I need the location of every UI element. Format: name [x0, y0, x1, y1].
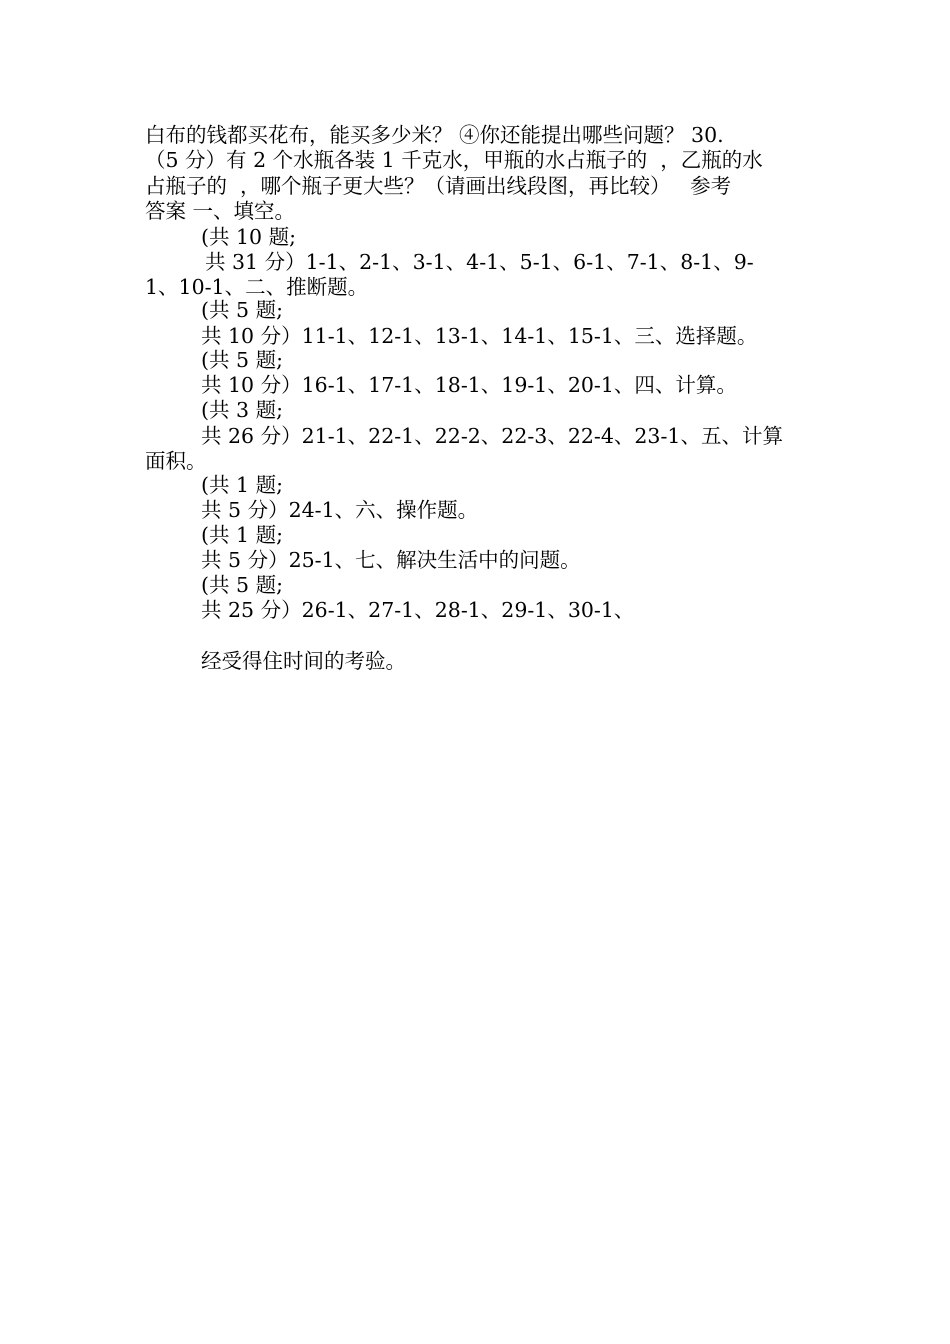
text-line: 共 10 分）16-1、17-1、18-1、19-1、20-1、四、计算。 [201, 373, 737, 397]
text-line: 共 31 分）1-1、2-1、3-1、4-1、5-1、6-1、7-1、8-1、9- [205, 250, 754, 274]
text-line: (共 1 题; [201, 523, 283, 547]
text-line: 共 5 分）24-1、六、操作题。 [201, 498, 479, 522]
text-line: 共 10 分）11-1、12-1、13-1、14-1、15-1、三、选择题。 [201, 324, 758, 348]
text-line: 共 26 分）21-1、22-1、22-2、22-3、22-4、23-1、五、计算 [201, 424, 783, 448]
text-line: (共 5 题; [201, 348, 283, 372]
text-line: 1、10-1、二、推断题。 [145, 275, 369, 299]
text-line: 答案 一、填空。 [145, 199, 296, 223]
text-line: 经受得住时间的考验。 [201, 649, 406, 673]
text-line: （5 分）有 2 个水瓶各装 1 千克水，甲瓶的水占瓶子的 ，乙瓶的水 [145, 148, 763, 172]
text-line: (共 3 题; [201, 398, 283, 422]
text-line: 面积。 [145, 449, 207, 473]
text-line: (共 5 题; [201, 298, 283, 322]
text-line: 共 25 分）26-1、27-1、28-1、29-1、30-1、 [201, 598, 635, 622]
text-line: (共 10 题; [201, 225, 297, 249]
text-line: 占瓶子的 ，哪个瓶子更大些？（请画出线段图，再比较） 参考 [145, 174, 732, 198]
text-line: 白布的钱都买花布，能买多少米？ ④你还能提出哪些问题？ 30. [145, 123, 724, 147]
text-line: (共 5 题; [201, 573, 283, 597]
text-line: 共 5 分）25-1、七、解决生活中的问题。 [201, 548, 581, 572]
text-line: (共 1 题; [201, 473, 283, 497]
